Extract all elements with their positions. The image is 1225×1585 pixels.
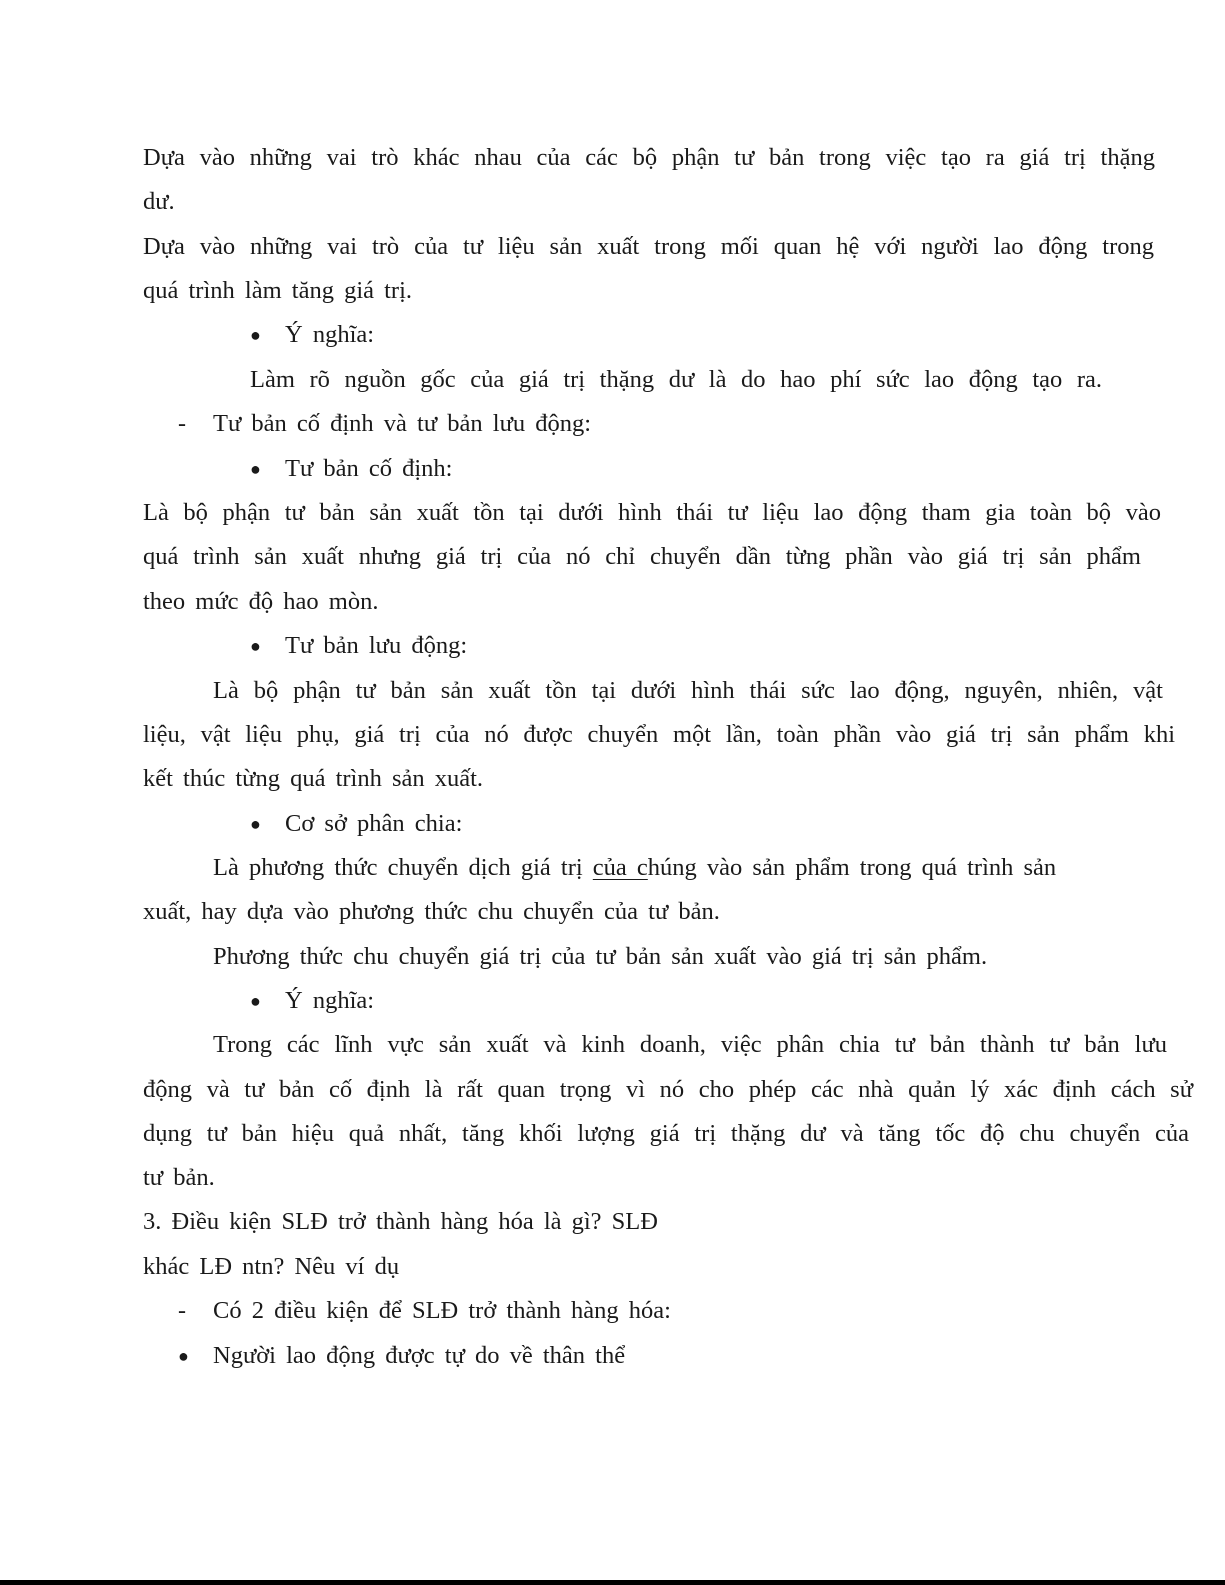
paragraph-line: động và tư bản cố định là rất quan trọng vì nó cho phép các nhà quản lý xác định cách sử <box>143 1076 1193 1103</box>
dash-marker: - <box>178 411 186 437</box>
paragraph-line: liệu, vật liệu phụ, giá trị của nó được chuyển một lần, toàn phần vào giá trị sản phẩm khi <box>143 721 1175 748</box>
paragraph-line: Dựa vào những vai trò khác nhau của các bộ phận tư bản trong việc tạo ra giá trị thặng <box>143 144 1155 171</box>
paragraph-line: Làm rõ nguồn gốc của giá trị thặng dư là do hao phí sức lao động tạo ra. <box>250 366 1102 393</box>
paragraph-line: tư bản. <box>143 1164 215 1191</box>
paragraph-line: Là bộ phận tư bản sản xuất tồn tại dưới hình thái sức lao động, nguyên, nhiên, vật <box>213 677 1163 704</box>
paragraph-line: Là bộ phận tư bản sản xuất tồn tại dưới hình thái tư liệu lao động tham gia toàn bộ vào <box>143 499 1161 526</box>
paragraph-line: quá trình làm tăng giá trị. <box>143 277 413 304</box>
paragraph-line: theo mức độ hao mòn. <box>143 588 379 615</box>
paragraph-line: dư. <box>143 188 175 215</box>
bullet-icon: ● <box>178 1346 189 1366</box>
bullet-heading: Tư bản lưu động: <box>285 632 468 659</box>
page-bottom-border <box>0 1580 1225 1585</box>
section-heading: Tư bản cố định và tư bản lưu động: <box>213 410 592 437</box>
bullet-heading: Ý nghĩa: <box>285 321 375 348</box>
bullet-heading: Cơ sở phân chia: <box>285 810 463 837</box>
section-heading: Có 2 điều kiện để SLĐ trở thành hàng hóa: <box>213 1297 671 1324</box>
bullet-heading: Ý nghĩa: <box>285 987 375 1014</box>
paragraph-line: Dựa vào những vai trò của tư liệu sản xuất trong mối quan hệ với người lao động trong <box>143 233 1154 260</box>
paragraph-line: dụng tư bản hiệu quả nhất, tăng khối lượng giá trị thặng dư và tăng tốc độ chu chuyển của <box>143 1120 1189 1147</box>
bullet-icon: ● <box>250 814 261 834</box>
text-run: húng vào sản phẩm trong quá trình sản <box>647 854 1057 881</box>
question-heading: 3. Điều kiện SLĐ trở thành hàng hóa là gì? SLĐ <box>143 1208 658 1235</box>
text-run: Là phương thức chuyển dịch giá trị <box>213 854 593 881</box>
bullet-icon: ● <box>250 636 261 656</box>
paragraph-line: xuất, hay dựa vào phương thức chu chuyển của tư bản. <box>143 898 720 925</box>
bullet-heading: Tư bản cố định: <box>285 455 453 482</box>
bullet-icon: ● <box>250 991 261 1011</box>
paragraph-line: kết thúc từng quá trình sản xuất. <box>143 765 484 792</box>
paragraph-line: Phương thức chu chuyển giá trị của tư bản sản xuất vào giá trị sản phẩm. <box>213 943 988 970</box>
bullet-item: Người lao động được tự do về thân thể <box>213 1342 626 1369</box>
paragraph-line: quá trình sản xuất nhưng giá trị của nó chỉ chuyển dần từng phần vào giá trị sản phẩm <box>143 543 1141 570</box>
dash-marker: - <box>178 1298 186 1324</box>
question-heading: khác LĐ ntn? Nêu ví dụ <box>143 1253 400 1280</box>
bullet-icon: ● <box>250 325 261 345</box>
bullet-icon: ● <box>250 459 261 479</box>
paragraph-line <box>213 853 1056 883</box>
underlined-text: của c <box>592 854 648 881</box>
paragraph-line: Trong các lĩnh vực sản xuất và kinh doanh, việc phân chia tư bản thành tư bản lưu <box>213 1031 1167 1058</box>
